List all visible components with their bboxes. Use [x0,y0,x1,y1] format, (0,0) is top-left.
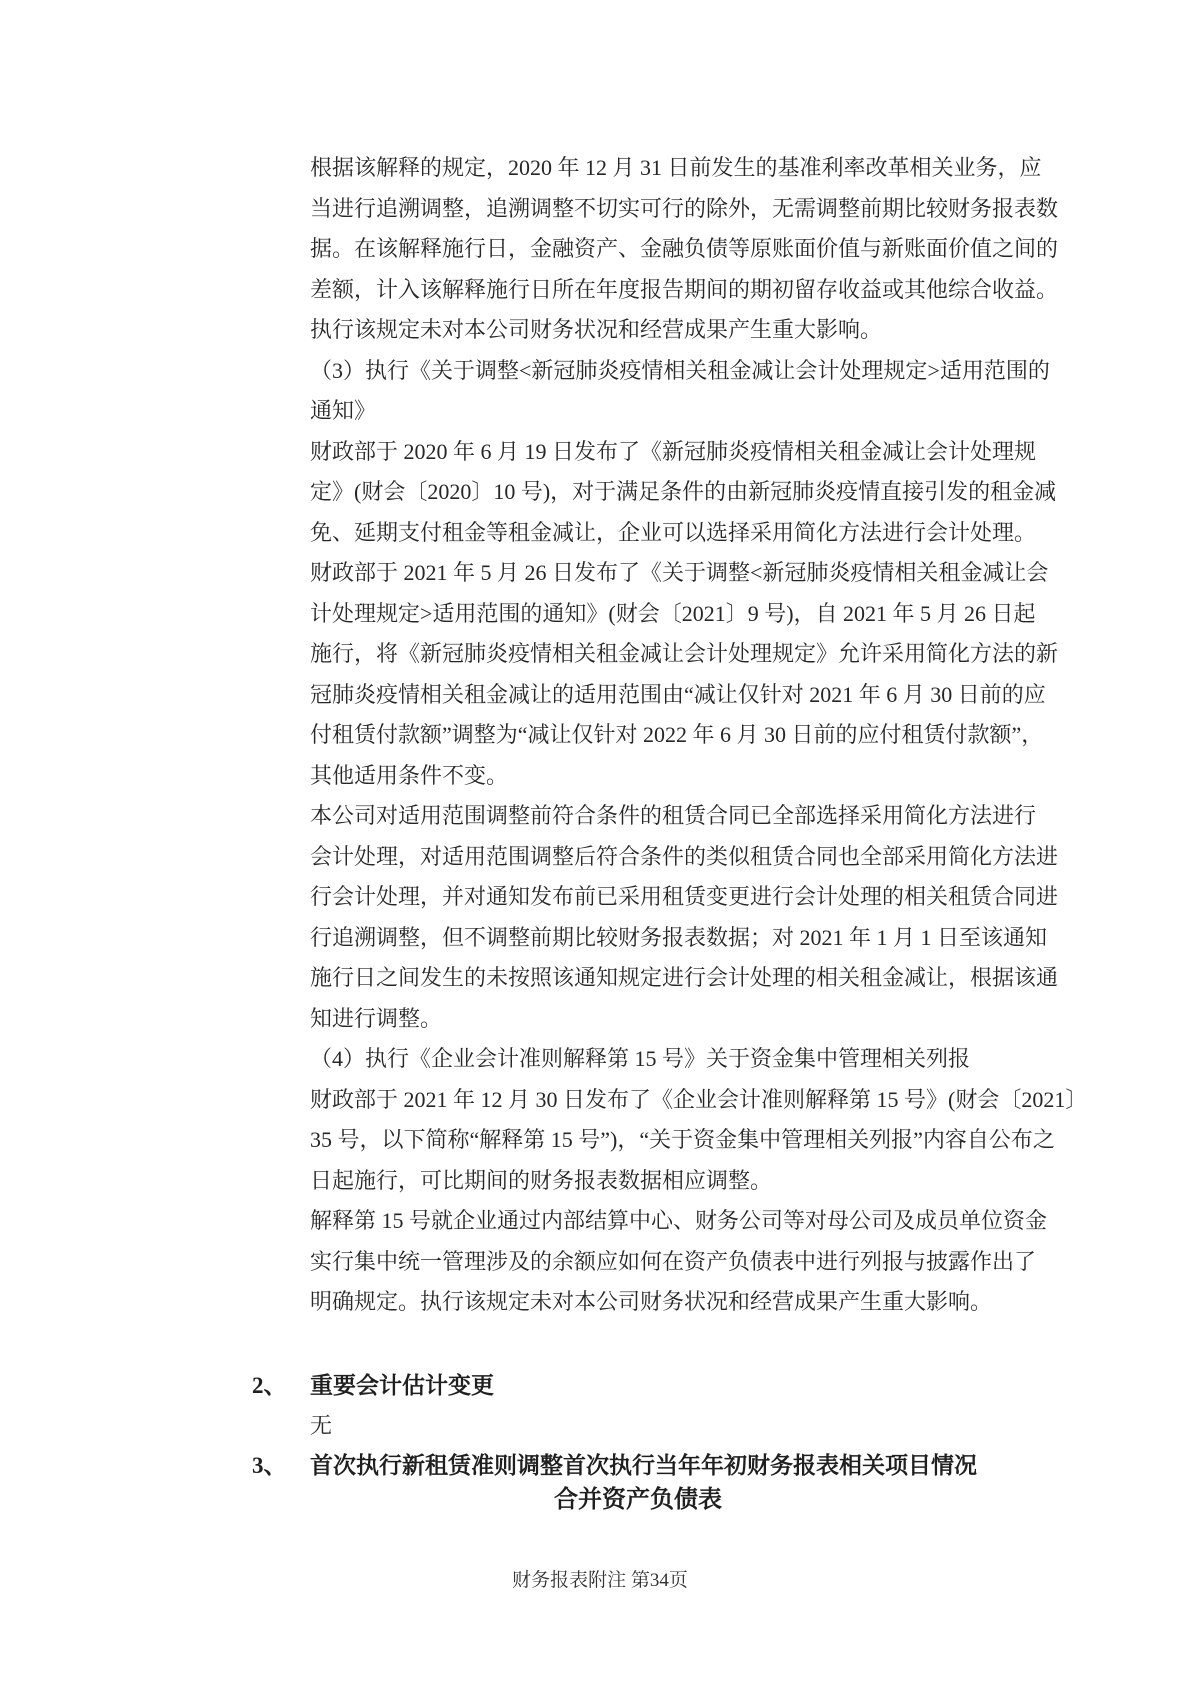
text-line: 付租赁付款额”调整为“减让仅针对 2022 年 6 月 30 日前的应付租赁付款额”， [310,722,1044,747]
table-title: 合并资产负债表 [554,1487,722,1513]
text-line: 行会计处理，并对通知发布前已采用租赁变更进行会计处理的相关租赁合同进 [310,884,1059,909]
text-line: 日起施行，可比期间的财务报表数据相应调整。 [310,1167,773,1193]
section-number: 3、 [252,1453,287,1478]
text-line: 定》(财会〔2020〕10 号)，对于满足条件的由新冠肺炎疫情直接引发的租金减 [310,479,1057,504]
text-line: 会计处理，对适用范围调整后符合条件的类似租赁合同也全部采用简化方法进 [310,843,1059,869]
text-line: 财政部于 2020 年 6 月 19 日发布了《新冠肺炎疫情相关租金减让会计处理规 [310,438,1037,464]
text-line: 执行该规定未对本公司财务状况和经营成果产生重大影响。 [310,317,883,342]
text-line: 行追溯调整，但不调整前期比较财务报表数据；对 2021 年 1 月 1 日至该通知 [310,924,1048,950]
text-line: 施行，将《新冠肺炎疫情相关租金减让会计处理规定》允许采用简化方法的新 [310,641,1059,666]
text-line: 35 号，以下简称“解释第 15 号”)，“关于资金集中管理相关列报”内容自公布之 [310,1127,1055,1152]
page-footer: 财务报表附注 第34页 [512,1570,688,1591]
text-line: 财政部于 2021 年 12 月 30 日发布了《企业会计准则解释第 15 号》(财会〔2021〕 [310,1086,1088,1112]
text-line: 明确规定。执行该规定未对本公司财务状况和经营成果产生重大影响。 [310,1289,993,1314]
text-line: 本公司对适用范围调整前符合条件的租赁合同已全部选择采用简化方法进行 [310,803,1037,828]
section-heading-2 [252,1366,1022,1409]
text-line: 施行日之间发生的未按照该通知规定进行会计处理的相关租金减让，根据该通 [310,965,1059,990]
none-label: 无 [310,1413,333,1438]
text-line: 根据该解释的规定，2020 年 12 月 31 日前发生的基准利率改革相关业务，应 [310,155,1042,180]
text-line: 计处理规定>适用范围的通知》(财会〔2021〕9 号)，自 2021 年 5 月 26 日起 [310,600,1036,626]
section-title: 首次执行新租赁准则调整首次执行当年年初财务报表相关项目情况 [310,1453,977,1478]
text-line: （4）执行《企业会计准则解释第 15 号》关于资金集中管理相关列报 [310,1046,971,1071]
text-line: 当进行追溯调整，追溯调整不切实可行的除外，无需调整前期比较财务报表数 [310,195,1059,221]
section-number: 2、 [252,1373,287,1398]
body-text [310,148,1088,1323]
text-line: 实行集中统一管理涉及的余额应如何在资产负债表中进行列报与披露作出了 [310,1248,1037,1274]
text-line: 其他适用条件不变。 [310,762,509,788]
text-line: 差额，计入该解释施行日所在年度报告期间的期初留存收益或其他综合收益。 [310,276,1059,302]
text-line: （3）执行《关于调整<新冠肺炎疫情相关租金减让会计处理规定>适用范围的 [310,357,1050,383]
text-line: 免、延期支付租金等租金减让，企业可以选择采用简化方法进行会计处理。 [310,519,1037,545]
text-line: 知进行调整。 [310,1005,443,1031]
text-line: 冠肺炎疫情相关租金减让的适用范围由“减让仅针对 2021 年 6 月 30 日前的应 [310,681,1046,707]
text-line: 通知》 [310,398,377,423]
section-title: 重要会计估计变更 [310,1373,494,1398]
text-line: 解释第 15 号就企业通过内部结算中心、财务公司等对母公司及成员单位资金 [310,1208,1048,1233]
text-line: 财政部于 2021 年 5 月 26 日发布了《关于调整<新冠肺炎疫情相关租金减让会 [310,560,1049,585]
text-line: 据。在该解释施行日，金融资产、金融负债等原账面价值与新账面价值之间的 [310,236,1059,261]
